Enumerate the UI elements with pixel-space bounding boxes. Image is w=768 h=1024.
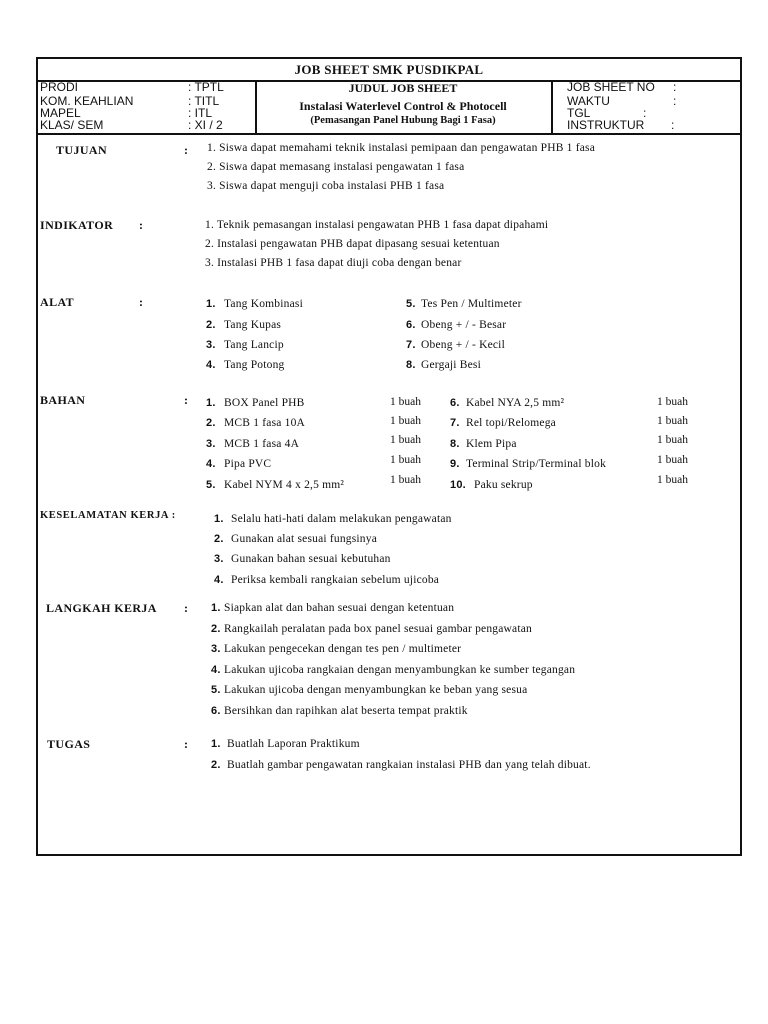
judul-heading: JUDUL JOB SHEET <box>348 81 458 95</box>
bahan-item-text: Rel topi/Relomega <box>466 417 556 429</box>
tujuan-item: 3. Siswa dapat menguji coba instalasi PHB 1 fasa <box>207 180 445 192</box>
bahan-item-text: Kabel NYM 4 x 2,5 mm² <box>224 479 345 491</box>
bahan-label: BAHAN <box>40 393 86 407</box>
langkah-item-text: Lakukan ujicoba dengan menyambungkan ke beban yang sesua <box>224 684 528 696</box>
langkah-item-number <box>211 623 221 635</box>
header-key: PRODI <box>40 80 79 94</box>
header-right <box>551 80 740 133</box>
alat-item <box>206 319 216 331</box>
item-number: 5. <box>406 298 416 310</box>
bahan-item-text: Kabel NYA 2,5 mm² <box>466 397 565 409</box>
tujuan-item: 1. Siswa dapat memahami teknik instalasi pemipaan dan pengawatan PHB 1 fasa <box>207 142 596 154</box>
item-number: 2. <box>206 319 216 331</box>
langkah-item-text: Rangkailah peralatan pada box panel sesuai gambar pengawatan <box>224 623 533 635</box>
item-number: 8. <box>450 438 460 450</box>
judul-note: (Pemasangan Panel Hubung Bagi 1 Fasa) <box>310 115 496 126</box>
bahan-item-number <box>450 417 460 429</box>
bahan-item-number <box>206 397 216 409</box>
item-number: 3. <box>211 643 221 655</box>
item-number: 6. <box>450 397 460 409</box>
header-value: : TPTL <box>188 80 224 94</box>
header-value: : XI / 2 <box>188 118 223 132</box>
tugas-item-number <box>211 738 221 750</box>
item-number: 4. <box>214 574 224 586</box>
header-left <box>38 80 257 133</box>
item-number: 6. <box>406 319 416 331</box>
item-number: 6. <box>211 705 221 717</box>
item-number: 10. <box>450 479 466 491</box>
header-value: : <box>673 80 677 94</box>
bahan-colon: : <box>184 393 188 407</box>
alat-item-text: Obeng + / - Besar <box>421 319 507 331</box>
bahan-item-number <box>450 479 466 491</box>
tugas-item-text: Buatlah gambar pengawatan rangkaian instalasi PHB dan yang telah dibuat. <box>227 759 591 771</box>
bahan-item-qty: 1 buah <box>390 474 421 486</box>
bahan-item-qty: 1 buah <box>390 396 421 408</box>
keselamatan-item-text: Gunakan bahan sesuai kebutuhan <box>231 553 391 565</box>
langkah-colon: : <box>184 601 188 615</box>
keselamatan-item-text: Selalu hati-hati dalam melakukan pengawatan <box>231 513 452 525</box>
bahan-item-qty: 1 buah <box>657 434 688 446</box>
bahan-item-number <box>206 458 216 470</box>
bahan-item-text: Pipa PVC <box>224 458 272 470</box>
item-number: 7. <box>450 417 460 429</box>
indikator-item: 1. Teknik pemasangan instalasi pengawatan PHB 1 fasa dapat dipahami <box>205 219 549 231</box>
bahan-item-text: MCB 1 fasa 4A <box>224 438 300 450</box>
bahan-item-text: MCB 1 fasa 10A <box>224 417 306 429</box>
bahan-item-qty: 1 buah <box>390 434 421 446</box>
tujuan-colon: : <box>184 143 188 157</box>
bahan-item-text: Paku sekrup <box>474 479 533 491</box>
alat-item-text: Gergaji Besi <box>421 359 481 371</box>
item-number: 3. <box>214 553 224 565</box>
alat-item <box>206 359 216 371</box>
item-number: 8. <box>406 359 416 371</box>
job-sheet <box>36 57 742 856</box>
alat-item <box>406 298 416 310</box>
keselamatan-item-number <box>214 513 224 525</box>
alat-colon: : <box>139 295 143 309</box>
alat-item-text: Tang Potong <box>224 359 285 371</box>
header-key: KLAS/ SEM <box>40 118 104 132</box>
bahan-item-qty: 1 buah <box>390 454 421 466</box>
alat-item <box>206 339 216 351</box>
bahan-item-qty: 1 buah <box>657 454 688 466</box>
bahan-item-qty: 1 buah <box>657 474 688 486</box>
header-key: INSTRUKTUR <box>567 118 645 132</box>
item-number: 5. <box>211 684 221 696</box>
alat-item-text: Tang Kombinasi <box>224 298 303 310</box>
tugas-colon: : <box>184 737 188 751</box>
alat-item-text: Tes Pen / Multimeter <box>421 298 522 310</box>
indikator-item: 3. Instalasi PHB 1 fasa dapat diuji coba dengan benar <box>205 257 462 269</box>
header-key: MAPEL <box>40 106 81 120</box>
tugas-item-number <box>211 759 221 771</box>
header-middle <box>255 80 553 133</box>
item-number: 2. <box>206 417 216 429</box>
keselamatan-item-number <box>214 533 224 545</box>
keselamatan-item-number <box>214 574 224 586</box>
alat-item-text: Tang Kupas <box>224 319 282 331</box>
header-key: WAKTU <box>567 94 610 108</box>
langkah-item-text: Lakukan pengecekan dengan tes pen / multimeter <box>224 643 462 655</box>
item-number: 1. <box>206 397 216 409</box>
langkah-item-text: Siapkan alat dan bahan sesuai dengan ketentuan <box>224 602 455 614</box>
alat-item <box>406 319 416 331</box>
bahan-item-text: Terminal Strip/Terminal blok <box>466 458 607 470</box>
item-number: 7. <box>406 339 416 351</box>
item-number: 3. <box>206 438 216 450</box>
header-value: : ITL <box>188 106 213 120</box>
keselamatan-item-number <box>214 553 224 565</box>
langkah-item-number <box>211 684 221 696</box>
alat-item <box>406 339 416 351</box>
item-number: 3. <box>206 339 216 351</box>
item-number: 1. <box>214 513 224 525</box>
item-number: 4. <box>206 359 216 371</box>
keselamatan-item-text: Periksa kembali rangkaian sebelum ujicoba <box>231 574 440 586</box>
bahan-item-qty: 1 buah <box>657 415 688 427</box>
indikator-item: 2. Instalasi pengawatan PHB dapat dipasang sesuai ketentuan <box>205 238 500 250</box>
header-block <box>38 80 740 135</box>
langkah-item-number <box>211 664 221 676</box>
langkah-item-text: Bersihkan dan rapihkan alat beserta tempat praktik <box>224 705 468 717</box>
item-number: 2. <box>214 533 224 545</box>
header-key: JOB SHEET NO <box>567 80 655 94</box>
bahan-item-number <box>206 417 216 429</box>
langkah-item-text: Lakukan ujicoba rangkaian dengan menyambungkan ke sumber tegangan <box>224 664 576 676</box>
bahan-item-number <box>450 458 460 470</box>
alat-label: ALAT <box>40 295 75 309</box>
bahan-item-qty: 1 buah <box>657 396 688 408</box>
header-key: TGL <box>567 106 591 120</box>
bahan-item-number <box>450 397 460 409</box>
tujuan-label: TUJUAN <box>56 143 108 157</box>
alat-item <box>206 298 216 310</box>
judul-subtitle: Instalasi Waterlevel Control & Photocell <box>299 99 507 113</box>
indikator-label: INDIKATOR <box>40 218 114 232</box>
header-value: : <box>643 106 647 120</box>
bahan-item-number <box>206 479 216 491</box>
item-number: 1. <box>211 738 221 750</box>
bahan-item-qty: 1 buah <box>390 415 421 427</box>
bahan-item-text: Klem Pipa <box>466 438 517 450</box>
tujuan-item: 2. Siswa dapat memasang instalasi pengawatan 1 fasa <box>207 161 465 173</box>
indikator-colon: : <box>139 218 143 232</box>
bahan-item-number <box>450 438 460 450</box>
item-number: 1. <box>211 602 221 614</box>
bahan-item-text: BOX Panel PHB <box>224 397 305 409</box>
tugas-label: TUGAS <box>47 737 91 751</box>
tugas-item-text: Buatlah Laporan Praktikum <box>227 738 360 750</box>
item-number: 5. <box>206 479 216 491</box>
item-number: 9. <box>450 458 460 470</box>
alat-item-text: Tang Lancip <box>224 339 284 351</box>
item-number: 1. <box>206 298 216 310</box>
langkah-label: LANGKAH KERJA <box>46 601 157 615</box>
alat-item <box>406 359 416 371</box>
item-number: 2. <box>211 623 221 635</box>
item-number: 4. <box>206 458 216 470</box>
header-value: : TITL <box>188 94 220 108</box>
header-value: : <box>671 118 675 132</box>
header-value: : <box>673 94 677 108</box>
bahan-item-number <box>206 438 216 450</box>
keselamatan-label: KESELAMATAN KERJA : <box>40 510 176 521</box>
alat-item-text: Obeng + / - Kecil <box>421 339 505 351</box>
header-key: KOM. KEAHLIAN <box>40 94 134 108</box>
langkah-item-number <box>211 705 221 717</box>
item-number: 4. <box>211 664 221 676</box>
sheet-title: JOB SHEET SMK PUSDIKPAL <box>38 59 740 82</box>
langkah-item-number <box>211 602 221 614</box>
item-number: 2. <box>211 759 221 771</box>
langkah-item-number <box>211 643 221 655</box>
keselamatan-item-text: Gunakan alat sesuai fungsinya <box>231 533 377 545</box>
